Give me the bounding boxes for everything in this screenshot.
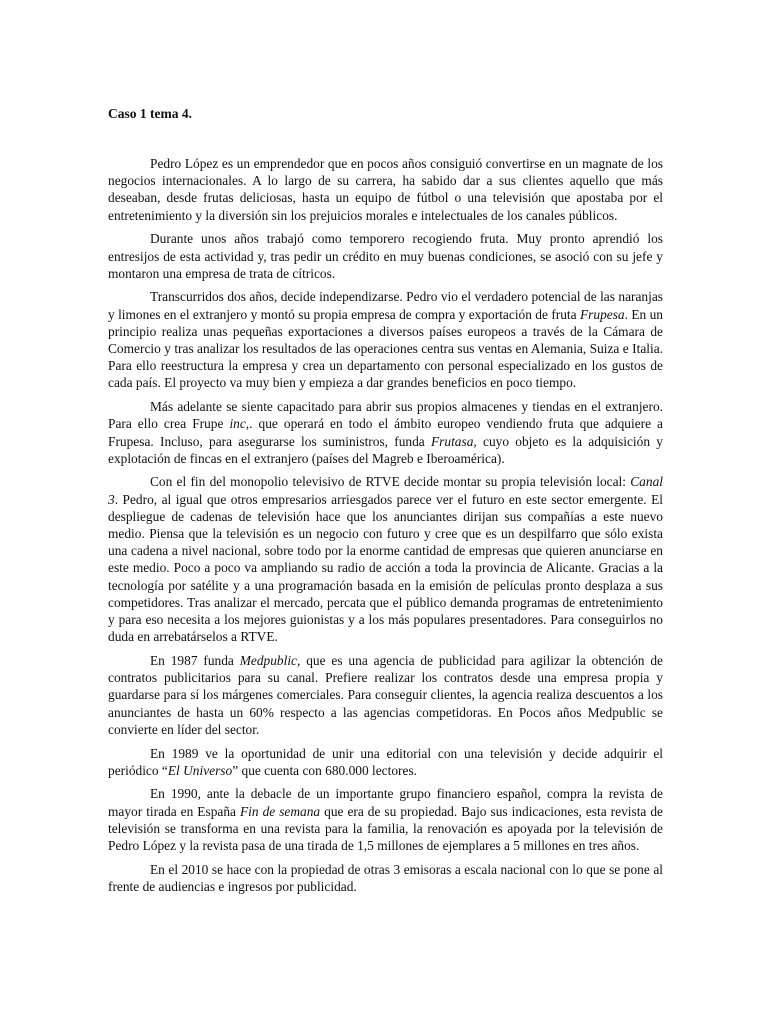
paragraph-6 (108, 652, 663, 738)
paragraph-8 (108, 785, 663, 854)
company-suffix-inc: inc, (229, 416, 250, 432)
paragraph-6-text-a: En 1987 funda (150, 652, 240, 668)
paragraph-7-text-a: En 1989 ve la oportunidad de unir una editorial con una televisión y decide adquirir el periódico “ (108, 745, 663, 778)
paragraph-4-text-a: Más adelante se siente capacitado para abrir sus propios almacenes y tiendas en el extranjero. Para ello crea Frupe (108, 399, 663, 432)
company-name-medpublic: Medpublic, (239, 652, 301, 668)
paragraph-7 (108, 745, 663, 779)
paragraph-8-text-c: que era de su propiedad. Bajo sus indicaciones, esta revista de televisión se transforma en una revista para la familia, la renovación es apoyada por la televisión de Pedro López y la revista pasa de una tirada de 1,5 millones de ejemplares a 5 millones en tres años. (108, 803, 664, 854)
paragraph-3-text-c: . En un principio realiza unas pequeñas exportaciones a diversos países europeos a través de la Cámara de Comercio y tras analizar los resultados de las operaciones centra sus ventas en Alemania, Suiza e Italia. Para ello reestructura la empresa y crea un departamento con personal especializado en los gustos de cada país. El proyecto va muy bien y empieza a dar grandes beneficios en poco tiempo. (108, 306, 663, 391)
paragraph-8-text-a: En 1990, ante la debacle de un importante grupo financiero español, compra la revista de mayor tirada en España (108, 786, 663, 819)
paragraph-4-text-e: cuyo objeto es la adquisición y explotación de fincas en el extranjero (países del Magreb e Iberoamérica). (108, 433, 663, 466)
paragraph-3-text-a: Transcurridos dos años, decide independizarse. Pedro vio el verdadero potencial de las naranjas y limones en el extranjero y montó su propia empresa de compra y exportación de fruta (108, 289, 663, 322)
paragraph-4-text-c: . que operará en todo el ámbito europeo vendiendo fruta que adquiere a Frupesa. Incluso, para asegurarse los suministros, funda (108, 416, 663, 449)
paragraph-6-text-c: que es una agencia de publicidad para agilizar la obtención de contratos publicitarios para su canal. Prefiere realizar los contratos desde una empresa propia y guardarse para sí los márgenes comerciales. Para conseguir clientes, la agencia realiza descuentos a los anunciantes de hasta un 60% respecto a las agencias competidoras. En Pocos años Medpublic se convierte en líder del sector. (108, 652, 663, 737)
channel-name-canal-3: Canal 3 (108, 474, 663, 507)
paragraph-5-text-a: Con el fin del monopolio televisivo de RTVE decide montar su propia televisión local: (150, 474, 631, 490)
paragraph-3 (108, 288, 663, 391)
paragraph-2: Durante unos años trabajó como temporero recogiendo fruta. Muy pronto aprendió los entresijos de esta actividad y, tras pedir un crédito en muy buenas condiciones, se asoció con su jefe y montaron una empresa de trata de cítricos. (108, 231, 663, 281)
paragraph-5-text-c: . Pedro, al igual que otros empresarios arriesgados parece ver el futuro en este sector emergente. El despliegue de cadenas de televisión hace que los anunciantes dirijan sus compañías a este nuevo medio. Piensa que la televisión es un negocio con futuro y cree que es un despilfarro que sólo exista una cadena a nivel nacional, sobre todo por la enorme cantidad de empresas que quieren anunciarse en este medio. Poco a poco va ampliando su radio de acción a toda la provincia de Alicante. Gracias a la tecnología por satélite y a una programación basada en la emisión de películas pronto desplaza a sus competidores. Tras analizar el mercado, percata que el público demanda programas de entretenimiento y para eso necesita a los mejores guionistas y a los más populares presentadores. Para conseguirlos no duda en arrebatárselos a RTVE. (108, 491, 663, 645)
newspaper-name-el-universo: El Universo (167, 762, 233, 778)
company-name-frupesa: Frupesa (579, 306, 625, 322)
paragraph-7-text-c: ” que cuenta con 680.000 lectores. (232, 762, 417, 778)
paragraph-9: En el 2010 se hace con la propiedad de otras 3 emisoras a escala nacional con lo que se pone al frente de audiencias e ingresos por publicidad. (108, 861, 663, 894)
paragraph-1: Pedro López es un emprendedor que en pocos años consiguió convertirse en un magnate de los negocios internacionales. A lo largo de su carrera, ha sabido dar a sus clientes aquello que más deseaban, desde frutas deliciosas, hasta un equipo de fútbol o una televisión que apostaba por el entretenimiento y la diversión sin los prejuicios morales e intelectuales de los canales públicos. (108, 156, 663, 223)
paragraph-4 (108, 398, 663, 467)
document-title: Caso 1 tema 4. (108, 106, 192, 121)
paragraph-5 (108, 473, 663, 645)
magazine-name-fin-de-semana: Fin de semana (239, 803, 321, 819)
company-name-frutasa: Frutasa, (431, 433, 477, 449)
